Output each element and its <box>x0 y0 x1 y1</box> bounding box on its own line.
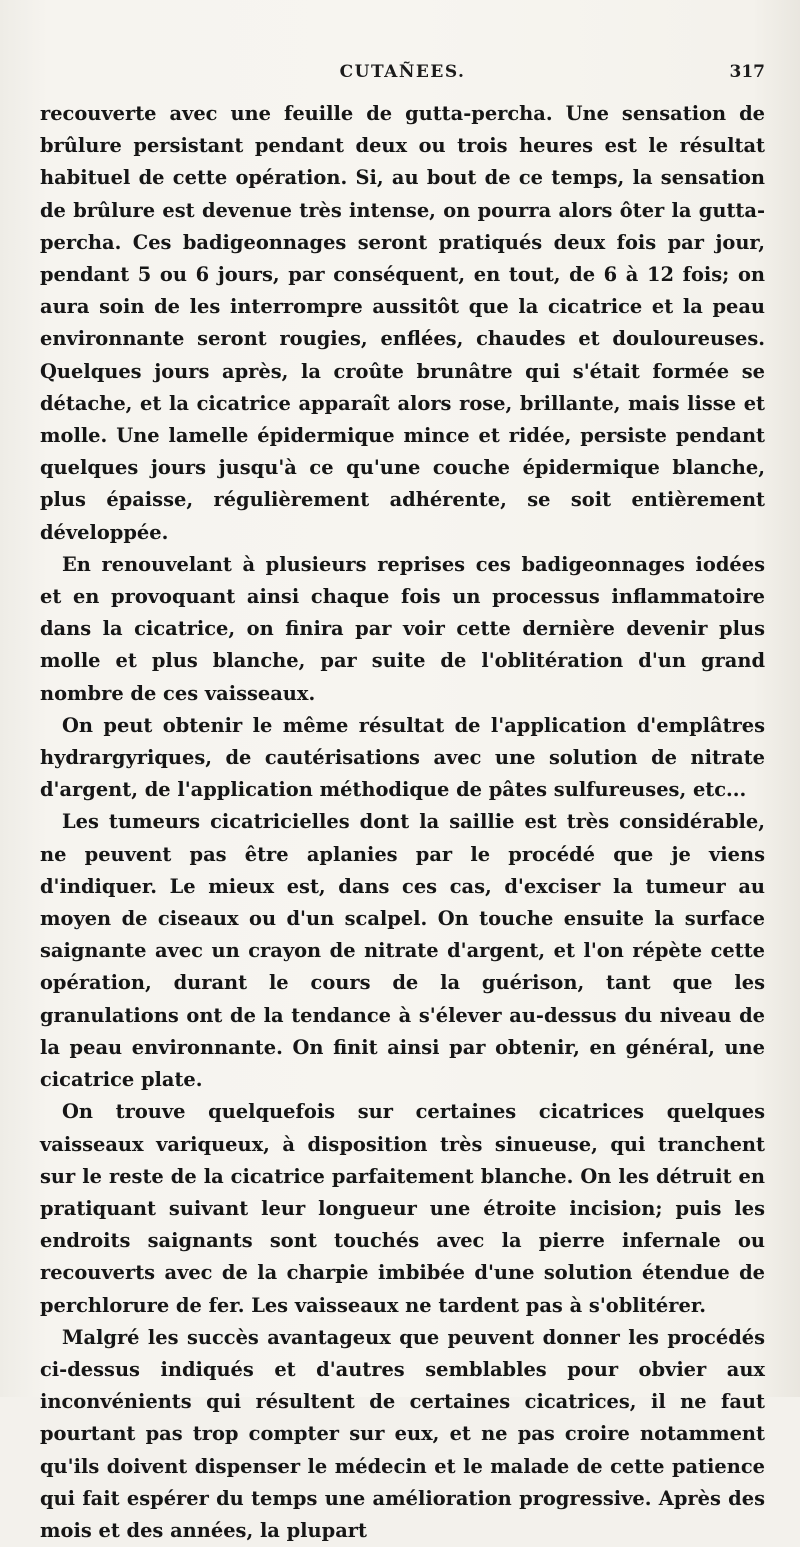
page-number: 317 <box>729 62 765 82</box>
paragraph: En renouvelant à plusieurs reprises ces badigeonnages iodées et en provoquant ainsi chaque fois un processus inflammatoire dans la cicatrice, on finira par voir cette dernière devenir plus molle et plus blanche, par suite de l'oblitération d'un grand nombre de ces vaisseaux. <box>40 552 765 705</box>
paragraph: Les tumeurs cicatricielles dont la saillie est très considérable, ne peuvent pas être aplanies par le procédé que je viens d'indiquer. Le mieux est, dans ces cas, d'exciser la tumeur au moyen de ciseaux ou d'un scalpel. On touche ensuite la surface saignante avec un crayon de nitrate d'argent, et l'on répète cette opération, durant le cours de la guérison, tant que les granulations ont de la tendance à s'élever au-dessus du niveau de la peau environnante. On finit ainsi par obtenir, en général, une cicatrice plate. <box>40 810 765 1092</box>
running-title: CUTAÑEES. <box>339 62 466 82</box>
page-body <box>40 98 765 1547</box>
paragraph-continued: recouverte avec une feuille de gutta-percha. Une sensation de brûlure persistant pendant deux ou trois heures est le résultat habituel de cette opération. Si, au bout de ce temps, la sensation de brûlure est devenue très intense, on pourra alors ôter la gutta-percha. Ces badigeonnages seront pratiqués deux fois par jour, pendant 5 ou 6 jours, par conséquent, en tout, de 6 à 12 fois; on aura soin de les interrompre aussitôt que la cicatrice et la peau environnante seront rougies, enflées, chaudes et douloureuses. Quelques jours après, la croûte brunâtre qui s'était formée se détache, et la cicatrice apparaît alors rose, brillante, mais lisse et molle. Une lamelle épidermique mince et ridée, persiste pendant quelques jours jusqu'à ce qu'une couche épidermique blanche, plus épaisse, régulièrement adhérente, se soit entièrement développée. <box>40 102 765 544</box>
paragraph: Malgré les succès avantageux que peuvent donner les procédés ci-dessus indiqués et d'autres semblables pour obvier aux inconvénients qui résultent de certaines cicatrices, il ne faut pourtant pas trop compter sur eux, et ne pas croire notamment qu'ils doivent dispenser le médecin et le malade de cette patience qui fait espérer du temps une amélioration progressive. Après des mois et des années, la plupart <box>40 1325 765 1542</box>
paragraph: On trouve quelquefois sur certaines cicatrices quelques vaisseaux variqueux, à disposition très sinueuse, qui tranchent sur le reste de la cicatrice parfaitement blanche. On les détruit en pratiquant suivant leur longueur une étroite incision; puis les endroits saignants sont touchés avec la pierre infernale ou recouverts avec de la charpie imbibée d'une solution étendue de perchlorure de fer. Les vaisseaux ne tardent pas à s'oblitérer. <box>40 1100 765 1317</box>
paragraph: On peut obtenir le même résultat de l'application d'emplâtres hydrargyriques, de cautérisations avec une solution de nitrate d'argent, de l'application méthodique de pâtes sulfureuses, etc... <box>40 713 765 802</box>
page-header <box>40 62 765 90</box>
